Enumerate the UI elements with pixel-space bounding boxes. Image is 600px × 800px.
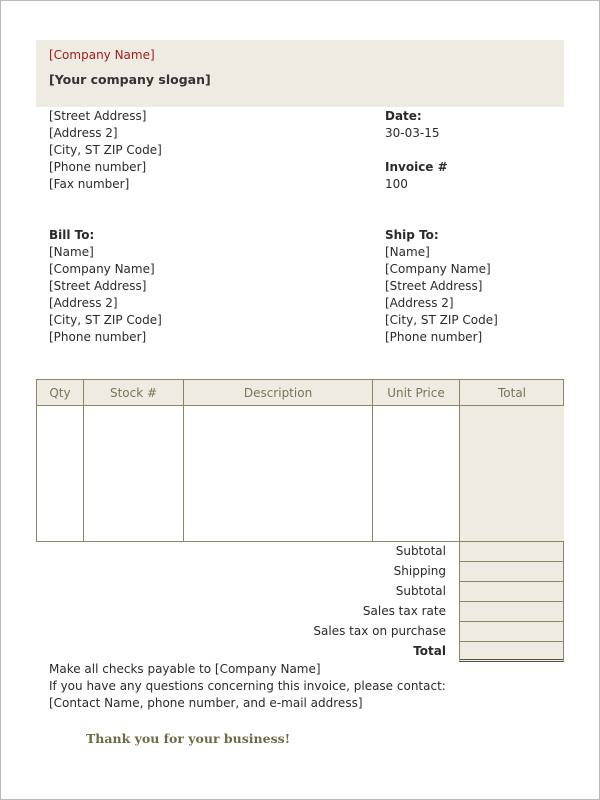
date-label: Date: — [385, 109, 422, 123]
bill-to-label: Bill To: — [49, 228, 95, 242]
shipping-label: Shipping — [393, 564, 446, 578]
invoice-number-label: Invoice # — [385, 160, 448, 174]
ship-to-name[interactable]: [Name] — [385, 245, 430, 259]
sales-tax-rate-value-cell[interactable] — [459, 601, 564, 621]
contact-info[interactable]: [Contact Name, phone number, and e-mail address] — [49, 696, 363, 710]
ship-to-phone[interactable]: [Phone number] — [385, 330, 483, 344]
bill-to-phone[interactable]: [Phone number] — [49, 330, 147, 344]
total-value-cell[interactable] — [459, 641, 564, 662]
bill-to-company[interactable]: [Company Name] — [49, 262, 155, 276]
ship-to-label: Ship To: — [385, 228, 439, 242]
invoice-number-value[interactable]: 100 — [385, 177, 408, 191]
company-slogan[interactable]: [Your company slogan] — [49, 72, 211, 87]
sender-fax[interactable]: [Fax number] — [49, 177, 130, 191]
column-header-total: Total — [497, 386, 527, 400]
bill-to-street[interactable]: [Street Address] — [49, 279, 147, 293]
bill-to-address-2[interactable]: [Address 2] — [49, 296, 118, 310]
ship-to-block — [385, 227, 498, 346]
column-header-stock: Stock # — [109, 386, 158, 400]
payment-notes — [49, 661, 446, 712]
subtotal-2-label: Subtotal — [395, 584, 446, 598]
sender-phone[interactable]: [Phone number] — [49, 160, 147, 174]
total-label: Total — [413, 644, 446, 658]
bill-to-name[interactable]: [Name] — [49, 245, 94, 259]
questions-note: If you have any questions concerning this invoice, please contact: — [49, 679, 446, 693]
column-header-qty: Qty — [49, 386, 71, 400]
subtotal-2-value-cell[interactable] — [459, 581, 564, 601]
invoice-meta-block — [385, 108, 448, 193]
ship-to-city-state-zip[interactable]: [City, ST ZIP Code] — [385, 313, 498, 327]
date-value[interactable]: 30-03-15 — [385, 126, 440, 140]
sender-city-state-zip[interactable]: [City, ST ZIP Code] — [49, 143, 162, 157]
checks-payable-note[interactable]: Make all checks payable to [Company Name] — [49, 662, 321, 676]
subtotal-label: Subtotal — [395, 544, 446, 558]
sales-tax-purchase-label: Sales tax on purchase — [313, 624, 446, 638]
ship-to-company[interactable]: [Company Name] — [385, 262, 491, 276]
ship-to-address-2[interactable]: [Address 2] — [385, 296, 454, 310]
sender-address-block — [49, 108, 162, 193]
column-header-description: Description — [243, 386, 313, 400]
bill-to-city-state-zip[interactable]: [City, ST ZIP Code] — [49, 313, 162, 327]
total-column-shading — [460, 406, 564, 541]
sales-tax-rate-label: Sales tax rate — [362, 604, 446, 618]
column-header-unit-price: Unit Price — [387, 386, 445, 400]
sender-address-2[interactable]: [Address 2] — [49, 126, 118, 140]
company-name[interactable]: [Company Name] — [49, 48, 155, 62]
subtotal-value-cell[interactable] — [459, 541, 564, 561]
thank-you-message: Thank you for your business! — [86, 731, 291, 746]
sender-street[interactable]: [Street Address] — [49, 109, 147, 123]
line-items-table — [36, 379, 564, 542]
shipping-value-cell[interactable] — [459, 561, 564, 581]
sales-tax-purchase-value-cell[interactable] — [459, 621, 564, 641]
ship-to-street[interactable]: [Street Address] — [385, 279, 483, 293]
bill-to-block — [49, 227, 162, 346]
